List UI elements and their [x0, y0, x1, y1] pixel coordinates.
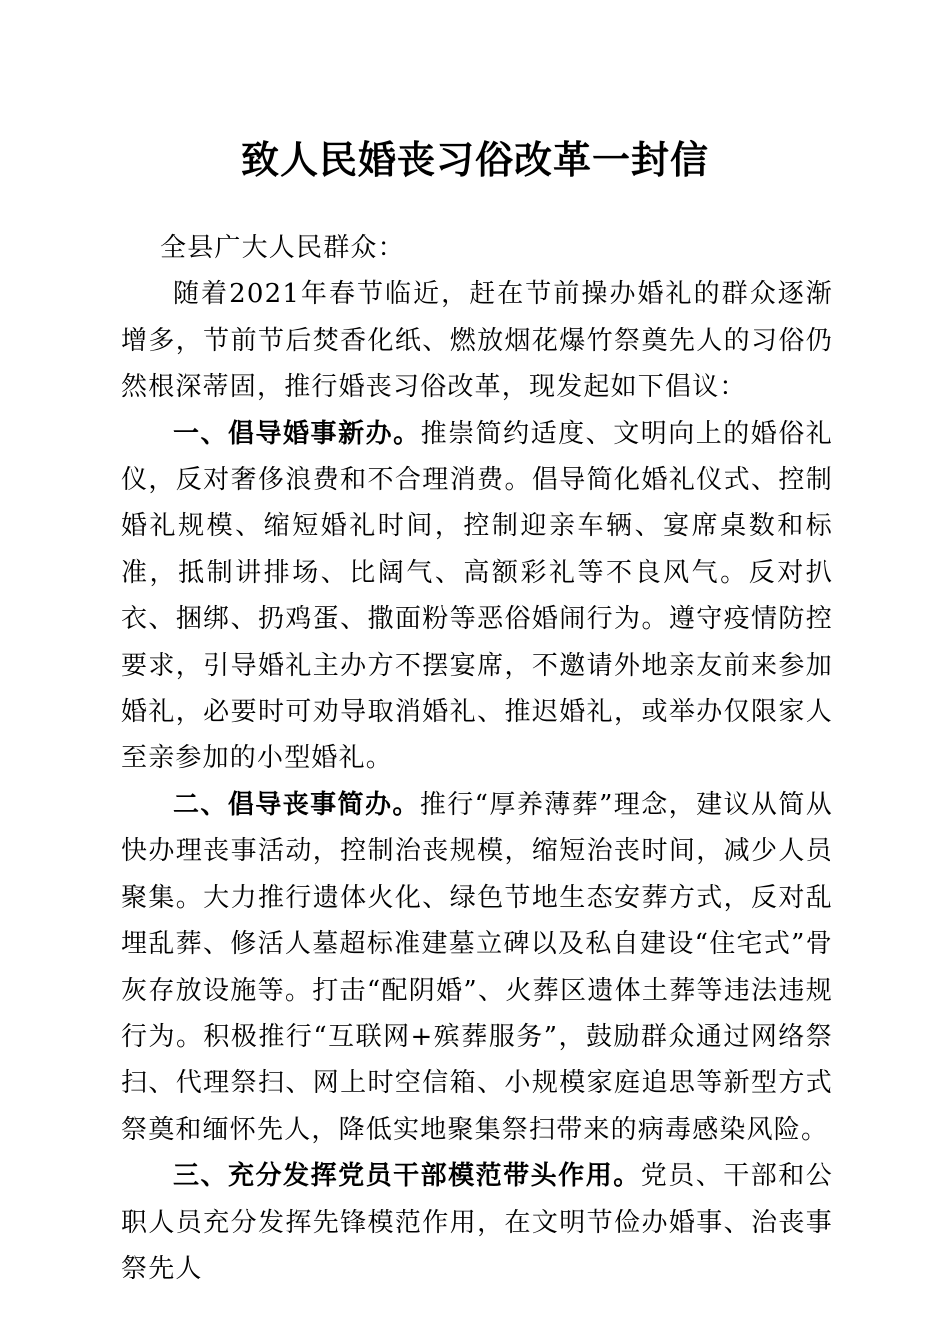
section-text-2: 推行“厚养薄葬”理念，建议从简从快办理丧事活动，控制治丧规模，缩短治丧时间，减少人员聚集。大力推行遗体火化、绿色节地生态安葬方式，反对乱埋乱葬、修活人墓超标准建墓立碑以及私自建设“住宅式”骨灰存放设施等。打击“配阴婚”、火葬区遗体土葬等违法违规行为。积极推行“互联网+殡葬服务”，鼓励群众通过网络祭扫、代理祭扫、网上时空信箱、小规模家庭追思等新型方式祭奠和缅怀先人，降低实地聚集祭扫带来的病毒感染风险。 — [121, 789, 833, 1145]
section-heading-3: 三、充分发挥党员干部模范带头作用。 — [173, 1161, 641, 1192]
section-heading-2: 二、倡导丧事简办。 — [173, 789, 420, 820]
document-title: 致人民婚丧习俗改革一封信 — [240, 137, 709, 182]
section-paragraph-3 — [121, 1153, 833, 1292]
section-paragraph-2 — [121, 782, 833, 1153]
section-heading-1: 一、倡导婚事新办。 — [173, 418, 421, 449]
salutation: 全县广大人民群众： — [160, 233, 405, 263]
intro-paragraph: 随着2021年春节临近，赶在节前操办婚礼的群众逐渐增多，节前节后焚香化纸、燃放烟花爆竹祭奠先人的习俗仍然根深蒂固，推行婚丧习俗改革，现发起如下倡议： — [121, 279, 833, 403]
document-body — [121, 225, 833, 1292]
section-text-1: 推崇简约适度、文明向上的婚俗礼仪，反对奢侈浪费和不合理消费。倡导简化婚礼仪式、控制婚礼规模、缩短婚礼时间，控制迎亲车辆、宴席桌数和标准，抵制讲排场、比阔气、高额彩礼等不良风气。反对扒衣、捆绑、扔鸡蛋、撒面粉等恶俗婚闹行为。遵守疫情防控要求，引导婚礼主办方不摆宴席，不邀请外地亲友前来参加婚礼，必要时可劝导取消婚礼、推迟婚礼，或举办仅限家人至亲参加的小型婚礼。 — [121, 418, 833, 774]
section-text-3: 党员、干部和公职人员充分发挥先锋模范作用，在文明节俭办婚事、治丧事祭先人 — [121, 1161, 833, 1284]
section-paragraph-1 — [121, 411, 833, 782]
